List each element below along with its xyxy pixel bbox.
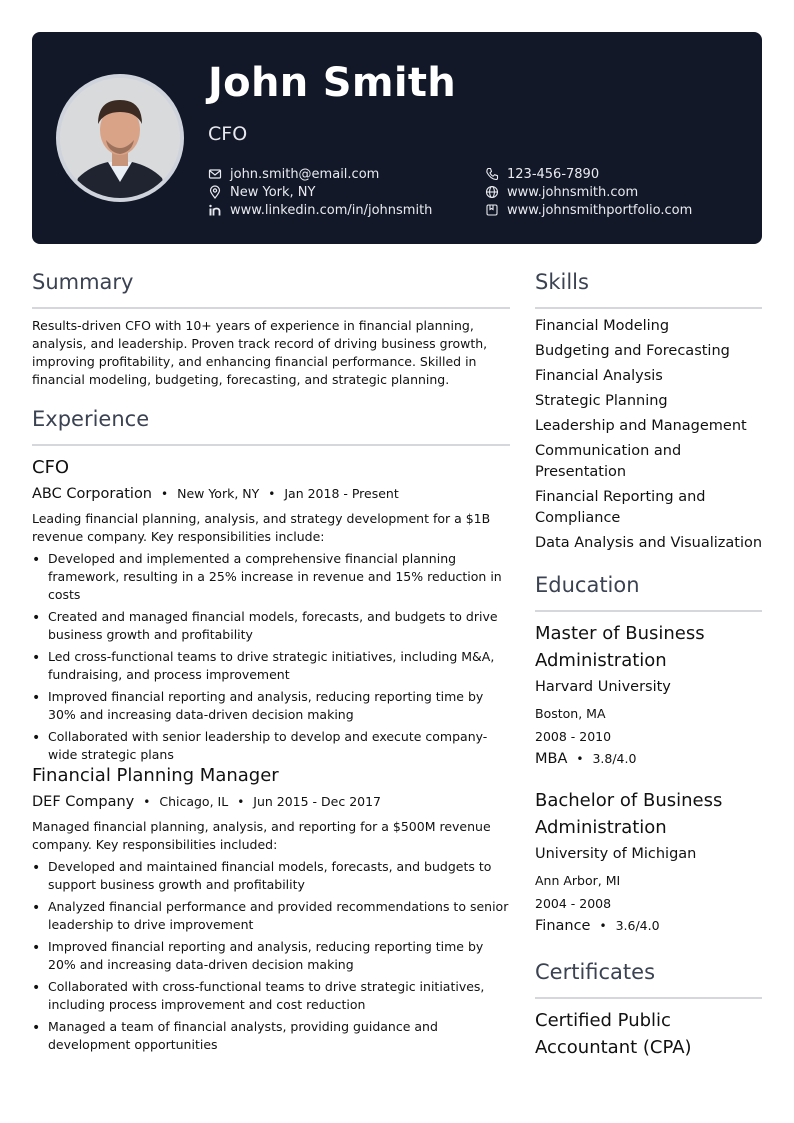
school-dates: 2008 - 2010 [535, 729, 612, 744]
degree-field: Finance [535, 918, 591, 934]
portfolio-text: www.johnsmithportfolio.com [507, 202, 693, 218]
contact-linkedin[interactable] [208, 201, 432, 219]
school-location: Ann Arbor, MI [535, 873, 621, 888]
globe-icon [485, 185, 499, 199]
candidate-title: CFO [208, 123, 248, 145]
gpa: 3.8/4.0 [592, 751, 637, 766]
contact-phone[interactable] [485, 165, 599, 183]
skill-item: Financial Modeling [535, 318, 670, 334]
list-item: • Improved financial reporting and analysis, reducing reporting time by 20% and increasing data-driven decision making [32, 938, 514, 974]
job-description: Leading financial planning, analysis, and strategy development for a $1B revenue company. Key responsibilities include: [32, 511, 491, 544]
list-item: • Led cross-functional teams to drive strategic initiatives, including M&A, fundraising, and process improvement [32, 648, 514, 684]
list-item: • Improved financial reporting and analysis, reducing reporting time by 30% and increasing data-driven decision making [32, 688, 514, 724]
skills-divider [535, 307, 762, 309]
skill-item: Strategic Planning [535, 393, 668, 409]
portfolio-icon [485, 203, 499, 217]
degree-field-gpa [535, 918, 660, 934]
education-divider [535, 610, 762, 612]
list-item: • Created and managed financial models, forecasts, and budgets to drive business growth and profitability [32, 608, 514, 644]
skill-item: Financial Reporting and Compliance [535, 489, 706, 526]
company-name: DEF Company [32, 794, 135, 810]
resume-header [32, 32, 762, 244]
job-dates: Jan 2018 - Present [284, 486, 399, 501]
skills-list [535, 316, 765, 558]
profile-photo [56, 74, 184, 202]
separator-dot: • [143, 795, 151, 809]
list-item: • Collaborated with senior leadership to develop and execute company-wide strategic plans [32, 728, 514, 764]
contact-location [208, 183, 315, 201]
school-location: Boston, MA [535, 706, 606, 721]
skill-item: Financial Analysis [535, 368, 663, 384]
list-item: • Analyzed financial performance and provided recommendations to senior leadership to drive improvement [32, 898, 514, 934]
contact-portfolio[interactable] [485, 201, 692, 219]
job-title: Financial Planning Manager [32, 765, 279, 786]
location-pin-icon [208, 185, 222, 199]
summary-divider [32, 307, 510, 309]
job-location: Chicago, IL [159, 794, 229, 809]
school-name: Harvard University [535, 679, 671, 695]
education-heading: Education [535, 573, 640, 597]
phone-text: 123-456-7890 [507, 166, 600, 182]
separator-dot: • [576, 752, 584, 766]
degree-field: MBA [535, 751, 568, 767]
linkedin-icon [208, 203, 222, 217]
email-text: john.smith@email.com [230, 166, 380, 182]
contact-email[interactable] [208, 165, 379, 183]
summary-heading: Summary [32, 270, 134, 294]
skill-item: Communication and Presentation [535, 443, 682, 480]
skills-heading: Skills [535, 270, 589, 294]
linkedin-text: www.linkedin.com/in/johnsmith [230, 202, 433, 218]
job-dates: Jun 2015 - Dec 2017 [253, 794, 382, 809]
certificate-item: Certified Public Accountant (CPA) [535, 1010, 692, 1058]
job-bullets [32, 550, 514, 768]
job-title: CFO [32, 457, 70, 478]
location-text: New York, NY [230, 184, 316, 200]
skill-item: Leadership and Management [535, 418, 747, 434]
summary-text: Results-driven CFO with 10+ years of experience in financial planning, analysis, and leadership. Proven track record of driving business growth, improving profitability, and enhancing financial performance. Skilled in financial modeling, budgeting, forecasting, and strategic planning. [32, 318, 488, 387]
job-location: New York, NY [177, 486, 260, 501]
list-item: • Developed and maintained financial models, forecasts, and budgets to support business growth and profitability [32, 858, 514, 894]
experience-heading: Experience [32, 407, 150, 431]
contact-website[interactable] [485, 183, 638, 201]
job-meta [32, 794, 381, 810]
gpa: 3.6/4.0 [615, 918, 660, 933]
phone-icon [485, 167, 499, 181]
website-text: www.johnsmith.com [507, 184, 639, 200]
separator-dot: • [237, 795, 245, 809]
degree-title: Bachelor of Business Administration [535, 790, 723, 838]
list-item: • Collaborated with cross-functional teams to drive strategic initiatives, including process improvement and cost reduction [32, 978, 514, 1014]
certificates-divider [535, 997, 762, 999]
skill-item: Data Analysis and Visualization [535, 535, 763, 551]
separator-dot: • [161, 487, 169, 501]
separator-dot: • [268, 487, 276, 501]
job-meta [32, 486, 399, 502]
mail-icon [208, 167, 222, 181]
company-name: ABC Corporation [32, 486, 153, 502]
experience-divider [32, 444, 510, 446]
list-item: • Developed and implemented a comprehensive financial planning framework, resulting in a 25% increase in revenue and 15% reduction in costs [32, 550, 514, 604]
separator-dot: • [599, 919, 607, 933]
skill-item: Budgeting and Forecasting [535, 343, 730, 359]
school-dates: 2004 - 2008 [535, 896, 612, 911]
list-item: • Managed a team of financial analysts, providing guidance and development opportunities [32, 1018, 514, 1054]
job-bullets [32, 858, 514, 1058]
job-description: Managed financial planning, analysis, and reporting for a $500M revenue company. Key responsibilities included: [32, 819, 491, 852]
certificates-heading: Certificates [535, 960, 656, 984]
school-name: University of Michigan [535, 846, 697, 862]
degree-field-gpa [535, 751, 636, 767]
candidate-name: John Smith [208, 60, 457, 106]
degree-title: Master of Business Administration [535, 623, 705, 671]
